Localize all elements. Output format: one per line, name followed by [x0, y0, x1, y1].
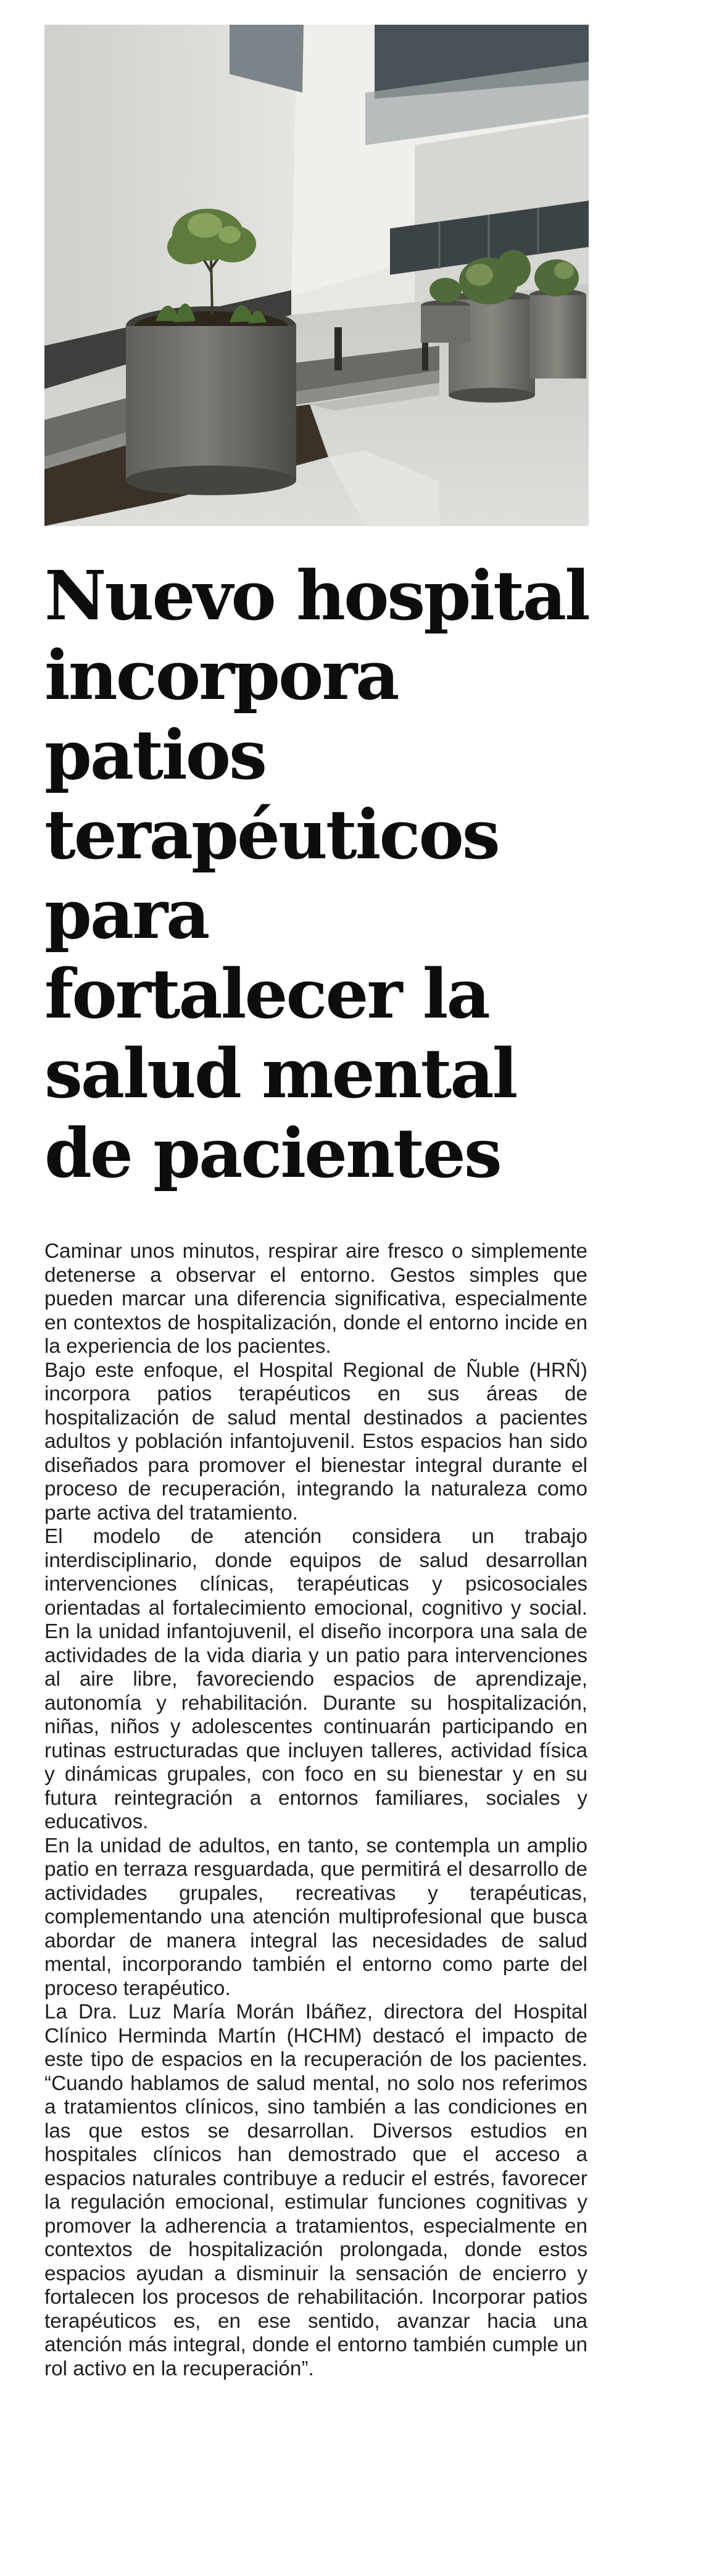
article-photo	[44, 25, 589, 526]
article-paragraph: En la unidad de adultos, en tanto, se contempla un amplio patio en terraza resguardada, que permitirá el desarrollo de actividades grupales, recreativas y terapéuticas, complementando una atención multiprofesional que busca abordar de manera integral las necesidades de salud mental, incorporando también el entorno como parte del proceso terapéutico.	[44, 1834, 587, 2000]
courtyard-photo-illustration	[44, 25, 589, 526]
headline-line: para	[44, 874, 209, 954]
article-headline	[44, 556, 662, 1193]
headline-line: salud mental	[44, 1034, 516, 1113]
headline-line: terapéuticos	[44, 795, 499, 874]
article-paragraph: Caminar unos minutos, respirar aire fresco o simplemente detenerse a observar el entorno. Gestos simples que pueden marcar una diferencia significativa, especialmente en contextos de hospitalización, donde el entorno incide en la experiencia de los pacientes.	[44, 1240, 587, 1358]
article-paragraph: La Dra. Luz María Morán Ibáñez, directora del Hospital Clínico Herminda Martín (HCHM) destacó el impacto de este tipo de espacios en la recuperación de los pacientes. “Cuando hablamos de salud mental, no solo nos referimos a tratamientos clínicos, sino también a las condiciones en las que estos se desarrollan. Diversos estudios en hospitales clínicos han demostrado que el acceso a espacios naturales contribuye a reducir el estrés, favorecer la regulación emocional, estimular funciones cognitivas y promover la adherencia a tratamientos, especialmente en contextos de hospitalización prolongada, donde estos espacios ayudan a disminuir la sensación de encierro y fortalecen los procesos de rehabilitación. Incorporar patios terapéuticos es, en ese sentido, avanzar hacia una atención más integral, donde el entorno también cumple un rol activo en la recuperación”.	[44, 2001, 587, 2380]
headline-line: incorpora	[44, 635, 398, 715]
article-paragraph: El modelo de atención considera un trabajo interdisciplinario, donde equipos de salud desarrollan intervenciones clínicas, terapéuticas y psicosociales orientadas al fortalecimiento emocional, cognitivo y social. En la unidad infantojuvenil, el diseño incorpora una sala de actividades de la vida diaria y un patio para intervenciones al aire libre, favoreciendo espacios de aprendizaje, autonomía y rehabilitación. Durante su hospitalización, niñas, niños y adolescentes continuarán participando en rutinas estructuradas que incluyen talleres, actividad física y dinámicas grupales, con foco en su bienestar y en su futura reintegración a entornos familiares, sociales y educativos.	[44, 1525, 587, 1833]
article-body	[44, 1240, 587, 2381]
headline-line: patios	[44, 715, 266, 795]
article-paragraph: Bajo este enfoque, el Hospital Regional de Ñuble (HRÑ) incorpora patios terapéuticos en sus áreas de hospitalización de salud mental destinados a pacientes adultos y población infantojuvenil. Estos espacios han sido diseñados para promover el bienestar integral durante el proceso de recuperación, integrando la naturaleza como parte activa del tratamiento.	[44, 1358, 587, 1524]
headline-line: fortalecer la	[44, 954, 489, 1034]
headline-line: de pacientes	[44, 1113, 500, 1193]
headline-line: Nuevo hospital	[44, 556, 589, 635]
